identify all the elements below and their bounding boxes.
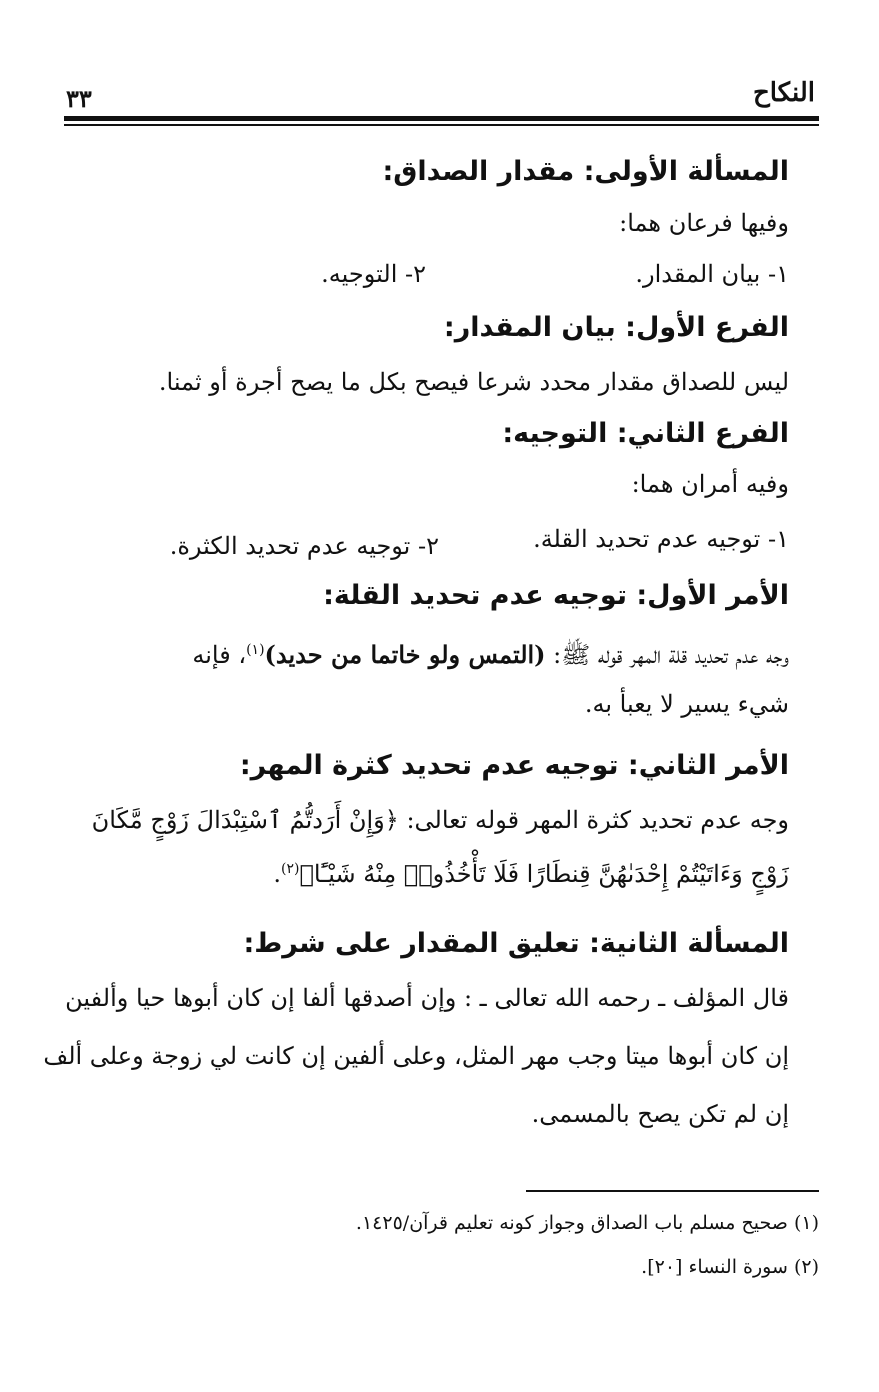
branch2-item-2: ٢- توجيه عدم تحديد الكثرة. bbox=[169, 532, 439, 560]
footnote-ref-1: (١) bbox=[246, 642, 265, 658]
matter1-line1-start: وجه عدم تحديد قلة المهر قوله ﷺ: bbox=[545, 641, 789, 669]
footnote-1 bbox=[356, 1212, 819, 1234]
matter2-line-1 bbox=[92, 806, 789, 834]
footnote-ref-2: (٢) bbox=[281, 861, 300, 877]
footnote-separator bbox=[526, 1190, 819, 1192]
footnote-1-text: صحيح مسلم باب الصداق وجواز كونه تعليم قرآن/١٤٢٥. bbox=[355, 1212, 788, 1234]
issue2-line-1: قال المؤلف ـ رحمه الله تعالى ـ : وإن أصدقها ألفا إن كان أبوها حيا وألفين bbox=[65, 984, 789, 1012]
matter2-line-2 bbox=[273, 860, 789, 888]
footnote-2-text: سورة النساء [٢٠]. bbox=[641, 1256, 788, 1278]
branch2-intro: وفيه أمران هما: bbox=[631, 470, 789, 498]
branch2-heading: الفرع الثاني: التوجيه: bbox=[502, 418, 789, 449]
matter1-heading: الأمر الأول: توجيه عدم تحديد القلة: bbox=[323, 580, 789, 611]
branch2-item-1: ١- توجيه عدم تحديد القلة. bbox=[533, 525, 789, 553]
matter1-line-1 bbox=[192, 640, 789, 675]
footnote-2 bbox=[641, 1256, 819, 1278]
running-header-title: النكاح bbox=[752, 78, 815, 108]
matter2-line2-end: . bbox=[273, 860, 282, 888]
header-rule-thin bbox=[64, 124, 819, 126]
footnote-1-number: (١) bbox=[793, 1212, 819, 1234]
quran-verse-part-2: زَوْجٍ وَءَاتَيْتُمْ إِحْدَىٰهُنَّ قِنطَارًا فَلَا تَأْخُذُوا۟ مِنْهُ شَيْـًٔا﴾ bbox=[299, 860, 789, 888]
header-rule-thick bbox=[64, 116, 819, 121]
issue1-intro: وفيها فرعان هما: bbox=[619, 209, 789, 237]
issue2-line-2: إن كان أبوها ميتا وجب مهر المثل، وعلى ألفين إن كانت لي زوجة وعلى ألف bbox=[43, 1042, 789, 1070]
hadith-quote: (التمس ولو خاتما من حديد) bbox=[264, 640, 546, 669]
issue2-heading: المسألة الثانية: تعليق المقدار على شرط: bbox=[243, 928, 789, 959]
branch1-heading: الفرع الأول: بيان المقدار: bbox=[443, 312, 789, 343]
page-number: ٣٣ bbox=[66, 84, 92, 113]
quran-verse-part-1: ﴿وَإِنْ أَرَدتُّمُ ٱسْتِبْدَالَ زَوْجٍ مَّكَانَ bbox=[91, 806, 399, 834]
issue2-line-3: إن لم تكن يصح بالمسمى. bbox=[531, 1100, 789, 1128]
matter2-heading: الأمر الثاني: توجيه عدم تحديد كثرة المهر: bbox=[239, 750, 789, 781]
issue1-item-2: ٢- التوجيه. bbox=[321, 260, 426, 288]
issue1-heading: المسألة الأولى: مقدار الصداق: bbox=[382, 156, 789, 187]
matter1-line-2: شيء يسير لا يعبأ به. bbox=[584, 690, 789, 718]
issue1-item-1: ١- بيان المقدار. bbox=[635, 260, 789, 288]
matter1-line1-end: ، فإنه bbox=[192, 641, 247, 669]
footnote-2-number: (٢) bbox=[793, 1256, 819, 1278]
matter2-line1-start: وجه عدم تحديد كثرة المهر قوله تعالى: bbox=[398, 806, 789, 834]
branch1-text: ليس للصداق مقدار محدد شرعا فيصح بكل ما يصح أجرة أو ثمنا. bbox=[158, 368, 789, 396]
